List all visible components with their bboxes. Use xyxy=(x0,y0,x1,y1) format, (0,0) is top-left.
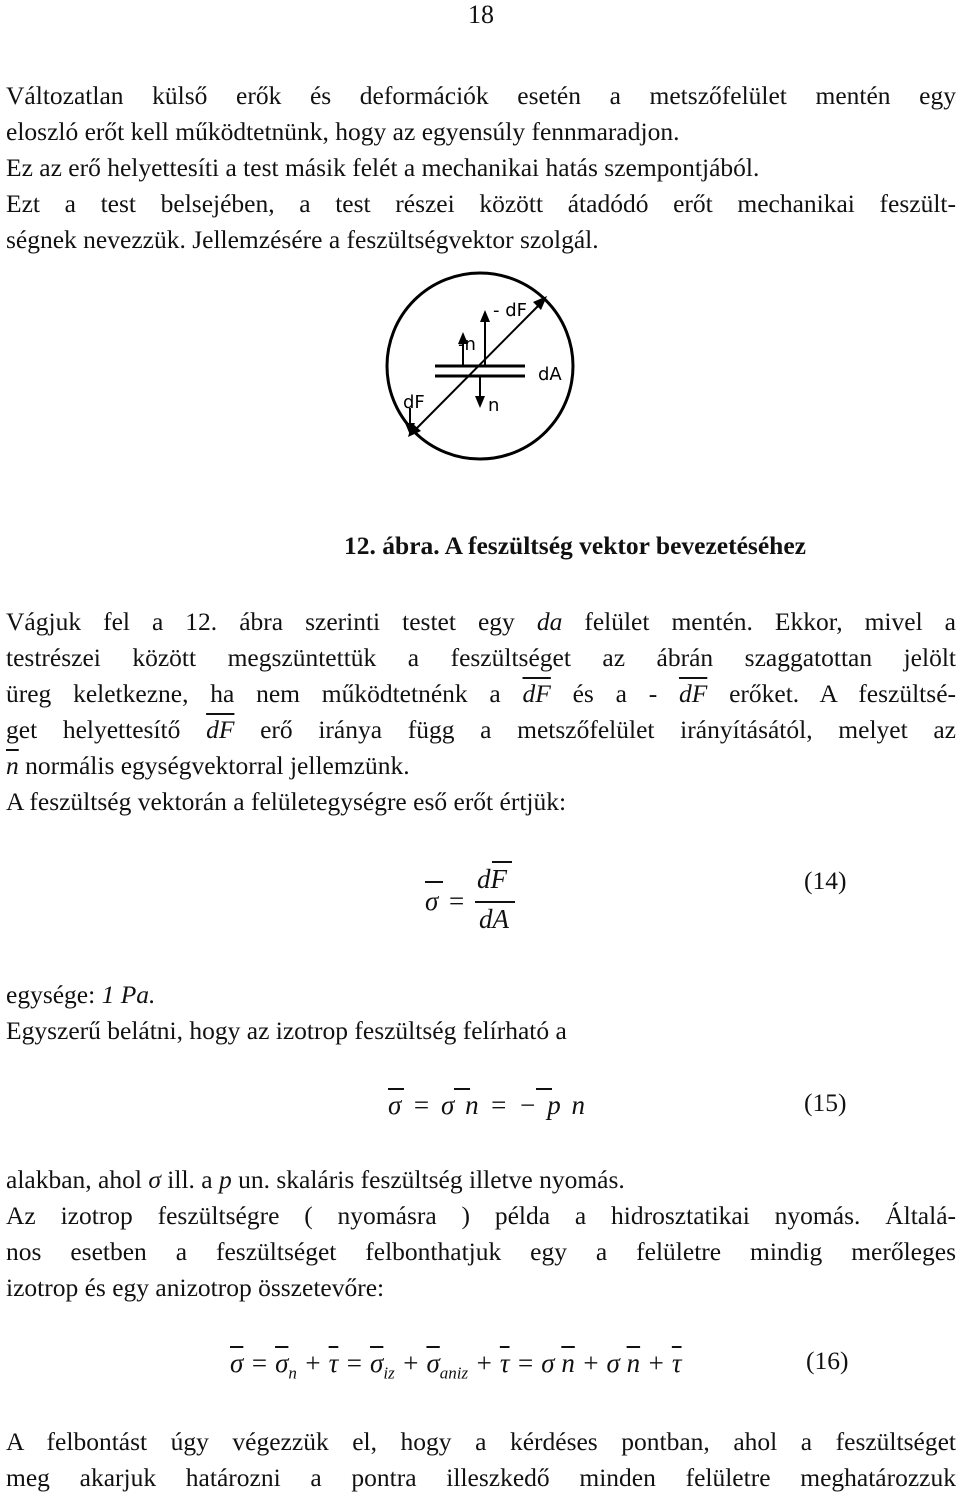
equation-16: $\overline{\sigma} = \overline{\sigma}_n + \overline{\tau} = \overline{\sigma}_{iz} + \overline{\sigma}_{aniz} + \overline{\tau} = \sigma$ $\overline{n} + \sigma$ $\overline{n} + \overline{\tau}$ xyxy=(230,1348,682,1383)
stress-vector-figure xyxy=(355,268,605,526)
figure-caption: 12. ábra. A feszültség vektor bevezetéséhez xyxy=(344,531,806,560)
equation-15-body: σ = σ n = − p n xyxy=(388,1090,586,1120)
para4-line-1: A felbontást úgy végezzük el, hogy a kérdéses pontban, ahol a feszültséget xyxy=(6,1427,956,1456)
intro-line: Ez az erő helyettesíti a test másik felét a mechanikai hatás szempontjából. xyxy=(6,153,760,182)
intro-paragraph xyxy=(6,78,956,258)
label-minus-dF: - dF xyxy=(493,300,527,321)
paragraph-unit xyxy=(6,977,956,1049)
intro-line: ségnek nevezzük. Jellemzésére a feszültségvektor szolgál. xyxy=(6,225,599,254)
paragraph-2 xyxy=(6,604,956,820)
para2-line-2: testrészei között megszüntettük a feszültséget az ábrán szaggatottan jelölt xyxy=(6,643,956,672)
para4-line-2: meg akarjuk határozni a pontra illeszkedő minden felületre meghatározzuk xyxy=(6,1463,956,1492)
intro-line: eloszló erőt kell működtetnünk, hogy az egyensúly fennmaradjon. xyxy=(6,117,680,146)
equation-number-16: (16) xyxy=(806,1346,849,1375)
para3-line-3: nos esetben a feszültséget felbonthatjuk egy a felületre mindig merőleges xyxy=(6,1237,956,1266)
label-minus-n: -n xyxy=(458,334,476,355)
paragraph-4 xyxy=(6,1424,956,1496)
para2-line-6: A feszültség vektorán a felületegységre eső erőt értjük: xyxy=(6,787,567,816)
label-dA: dA xyxy=(538,364,562,385)
page-number: 18 xyxy=(468,0,494,29)
para2-line-3: üreg keletkezne, ha nem működtetnénk a $\overline{dF}$ és a - $\overline{dF}$ erőket. A feszültsé- xyxy=(6,679,956,708)
label-n: n xyxy=(488,395,500,416)
equation-number-14: (14) xyxy=(804,866,847,895)
para2-line-5: $\overline{n}$ normális egységvektorral jellemzünk. xyxy=(6,751,410,780)
intro-line: Változatlan külső erők és deformációk esetén a metszőfelület mentén egy xyxy=(6,81,956,110)
unit-line: egysége: 1 Pa. xyxy=(6,980,156,1009)
label-dF: dF xyxy=(403,392,425,413)
intro-line: Ezt a test belsejében, a test részei között átadódó erőt mechanikai feszült- xyxy=(6,189,956,218)
paragraph-3 xyxy=(6,1162,956,1306)
para3-line-1: alakban, ahol σ ill. a p un. skaláris feszültség illetve nyomás. xyxy=(6,1165,625,1194)
isotrop-line: Egyszerű belátni, hogy az izotrop feszültség felírható a xyxy=(6,1016,567,1045)
para2-line-4: get helyettesítő $\overline{dF}$ erő iránya függ a metszőfelület irányításától, melyet az xyxy=(6,715,956,744)
para3-line-4: izotrop és egy anizotrop összetevőre: xyxy=(6,1273,385,1302)
para2-line-1: Vágjuk fel a 12. ábra szerinti testet egy da felület mentén. Ekkor, mivel a xyxy=(6,607,956,636)
para3-line-2: Az izotrop feszültségre ( nyomásra ) példa a hidrosztatikai nyomás. Általá- xyxy=(6,1201,956,1230)
equation-number-15: (15) xyxy=(804,1088,847,1117)
